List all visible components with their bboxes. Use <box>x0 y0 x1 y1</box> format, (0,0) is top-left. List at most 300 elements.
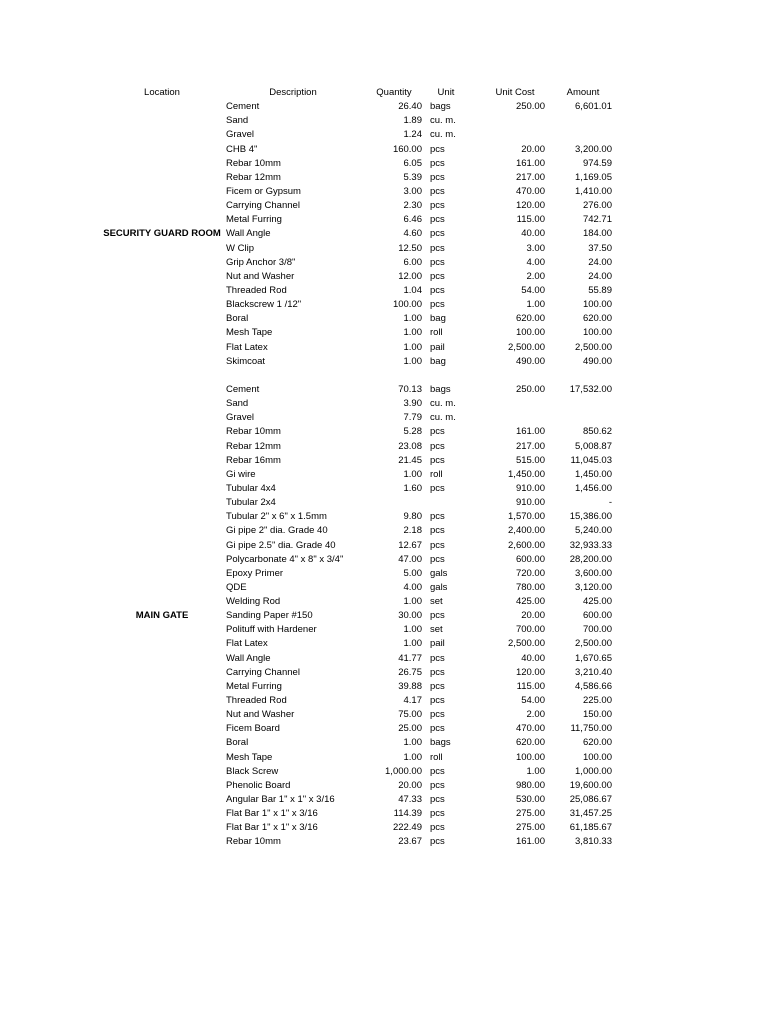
cell-quantity: 6.05 <box>403 157 422 169</box>
cell-amount: 100.00 <box>582 751 612 763</box>
cell-description: Nut and Washer <box>226 709 295 721</box>
cell-amount: 490.00 <box>582 355 612 367</box>
cell-amount: 100.00 <box>582 327 612 339</box>
cell-unit: cu. m. <box>430 398 456 410</box>
cell-amount: 3,200.00 <box>575 143 612 155</box>
cell-unit-cost: 470.00 <box>515 723 545 735</box>
cell-description: Mesh Tape <box>226 327 273 339</box>
cell-unit: pcs <box>430 284 445 296</box>
cell-amount: 850.62 <box>582 426 612 438</box>
cell-amount: 425.00 <box>582 596 612 608</box>
cell-unit: bags <box>430 737 451 749</box>
cell-unit-cost: 250.00 <box>515 383 545 395</box>
cell-amount: 276.00 <box>582 200 612 212</box>
cell-quantity: 1.00 <box>403 341 422 353</box>
cell-description: W Clip <box>226 242 254 254</box>
table-row <box>0 581 768 595</box>
cell-description: Sanding Paper #150 <box>226 610 313 622</box>
cell-unit-cost: 910.00 <box>515 482 545 494</box>
table-row <box>0 708 768 722</box>
cell-description: Carrying Channel <box>226 200 300 212</box>
cell-amount: 2,500.00 <box>575 341 612 353</box>
cell-quantity: 1.00 <box>403 355 422 367</box>
cell-unit-cost: 54.00 <box>521 695 545 707</box>
table-row <box>0 454 768 468</box>
cell-quantity: 1.00 <box>403 313 422 325</box>
cell-unit-cost: 780.00 <box>515 581 545 593</box>
section-block <box>0 383 768 850</box>
cell-amount: 28,200.00 <box>569 553 612 565</box>
table-row <box>0 425 768 439</box>
cell-unit-cost: 700.00 <box>515 624 545 636</box>
cell-quantity: 12.67 <box>398 539 422 551</box>
table-row <box>0 694 768 708</box>
cell-unit: pcs <box>430 794 445 806</box>
cell-amount: 2,500.00 <box>575 638 612 650</box>
cell-unit-cost: 620.00 <box>515 737 545 749</box>
cell-description: Rebar 10mm <box>226 836 281 848</box>
table-row <box>0 411 768 425</box>
cell-amount: 15,386.00 <box>569 511 612 523</box>
cell-unit: pcs <box>430 610 445 622</box>
table-row <box>0 524 768 538</box>
cell-unit: pcs <box>430 454 445 466</box>
cell-amount: 1,410.00 <box>575 185 612 197</box>
cell-description: Tubular 2x4 <box>226 497 276 509</box>
cell-amount: 24.00 <box>588 256 612 268</box>
cell-amount: 3,120.00 <box>575 581 612 593</box>
cell-amount: 24.00 <box>588 270 612 282</box>
cell-unit-cost: 20.00 <box>521 143 545 155</box>
cell-description: Black Screw <box>226 765 279 777</box>
cell-unit: pcs <box>430 695 445 707</box>
cell-amount: 17,532.00 <box>569 383 612 395</box>
cell-description: Wall Angle <box>226 228 271 240</box>
cell-unit-cost: 600.00 <box>515 553 545 565</box>
table-row <box>0 567 768 581</box>
cell-unit: cu. m. <box>430 129 456 141</box>
table-row <box>0 440 768 454</box>
cell-amount: 1,000.00 <box>575 765 612 777</box>
cell-quantity: 1.04 <box>403 284 422 296</box>
cell-quantity: 7.79 <box>403 412 422 424</box>
cell-unit-cost: 54.00 <box>521 284 545 296</box>
cell-quantity: 5.28 <box>403 426 422 438</box>
table-row <box>0 722 768 736</box>
cell-unit: pcs <box>430 482 445 494</box>
cell-description: Welding Rod <box>226 596 281 608</box>
table-row <box>0 326 768 340</box>
cell-unit: pcs <box>430 836 445 848</box>
cell-description: Metal Furring <box>226 680 282 692</box>
cell-description: Polituff with Hardener <box>226 624 317 636</box>
cell-unit: bags <box>430 101 451 113</box>
cell-unit: pcs <box>430 652 445 664</box>
cell-unit: roll <box>430 751 443 763</box>
cell-description: Wall Angle <box>226 652 271 664</box>
cell-amount: 225.00 <box>582 695 612 707</box>
table-row <box>0 779 768 793</box>
table-row <box>0 213 768 227</box>
cell-quantity: 4.17 <box>403 695 422 707</box>
header-quantity: Quantity <box>376 87 412 98</box>
cell-quantity: 25.00 <box>398 723 422 735</box>
cell-quantity: 23.67 <box>398 836 422 848</box>
cell-amount: 25,086.67 <box>569 794 612 806</box>
cell-quantity: 6.46 <box>403 214 422 226</box>
cell-quantity: 2.30 <box>403 200 422 212</box>
cell-unit: set <box>430 596 443 608</box>
cell-unit: bag <box>430 313 446 325</box>
cell-description: Phenolic Board <box>226 779 291 791</box>
table-row <box>0 383 768 397</box>
cell-description: Mesh Tape <box>226 751 273 763</box>
cell-amount: 19,600.00 <box>569 779 612 791</box>
cell-description: Tubular 2" x 6" x 1.5mm <box>226 511 327 523</box>
cell-unit-cost: 217.00 <box>515 171 545 183</box>
cell-description: Rebar 10mm <box>226 426 281 438</box>
cell-description: Gravel <box>226 129 254 141</box>
cell-unit-cost: 2,600.00 <box>508 539 545 551</box>
cell-description: Epoxy Primer <box>226 567 284 579</box>
cell-amount: 55.89 <box>588 284 612 296</box>
cell-unit: pcs <box>430 171 445 183</box>
table-row <box>0 298 768 312</box>
cell-amount: 100.00 <box>582 299 612 311</box>
cell-description: Metal Furring <box>226 214 282 226</box>
cell-unit-cost: 100.00 <box>515 751 545 763</box>
cell-unit-cost: 2,400.00 <box>508 525 545 537</box>
table-row <box>0 355 768 369</box>
table-row <box>0 793 768 807</box>
header-row <box>0 86 768 100</box>
cell-quantity: 75.00 <box>398 709 422 721</box>
cell-amount: 620.00 <box>582 313 612 325</box>
cell-amount: 150.00 <box>582 709 612 721</box>
cell-unit-cost: 275.00 <box>515 808 545 820</box>
table-row <box>0 623 768 637</box>
table-row <box>0 185 768 199</box>
cell-quantity: 1.00 <box>403 624 422 636</box>
cell-unit: pcs <box>430 185 445 197</box>
cell-amount: 974.59 <box>582 157 612 169</box>
cell-unit-cost: 40.00 <box>521 652 545 664</box>
cell-description: QDE <box>226 581 247 593</box>
cell-description: Gravel <box>226 412 254 424</box>
cell-quantity: 4.60 <box>403 228 422 240</box>
cell-unit-cost: 620.00 <box>515 313 545 325</box>
cell-amount: 4,586.66 <box>575 680 612 692</box>
cell-unit: pcs <box>430 808 445 820</box>
cell-quantity: 6.00 <box>403 256 422 268</box>
table-row <box>0 807 768 821</box>
table-row <box>0 835 768 849</box>
table-row <box>0 242 768 256</box>
cell-description: Rebar 10mm <box>226 157 281 169</box>
cell-unit: set <box>430 624 443 636</box>
cell-description: Nut and Washer <box>226 270 295 282</box>
cell-description: Cement <box>226 383 260 395</box>
cell-amount: 620.00 <box>582 737 612 749</box>
cell-amount: 3,810.33 <box>575 836 612 848</box>
table-row <box>0 341 768 355</box>
cell-unit: pcs <box>430 143 445 155</box>
cell-quantity: 3.00 <box>403 185 422 197</box>
cell-amount: 1,456.00 <box>575 482 612 494</box>
cell-description: Boral <box>226 313 249 325</box>
table-row <box>0 284 768 298</box>
cell-quantity: 3.90 <box>403 398 422 410</box>
cell-unit: pcs <box>430 200 445 212</box>
cell-description: Flat Latex <box>226 341 268 353</box>
table-row <box>0 128 768 142</box>
cell-unit-cost: 2,500.00 <box>508 638 545 650</box>
cell-unit-cost: 250.00 <box>515 101 545 113</box>
table-row <box>0 666 768 680</box>
cell-quantity: 114.39 <box>393 808 422 820</box>
cell-amount: 3,600.00 <box>575 567 612 579</box>
cell-description: Flat Bar 1" x 1" x 3/16 <box>226 808 318 820</box>
cell-unit: pcs <box>430 553 445 565</box>
cell-unit: pcs <box>430 256 445 268</box>
cell-unit-cost: 490.00 <box>515 355 545 367</box>
table-row <box>0 256 768 270</box>
cell-description: Tubular 4x4 <box>226 482 276 494</box>
cell-unit-cost: 720.00 <box>515 567 545 579</box>
table-row <box>0 114 768 128</box>
cell-quantity: 1.00 <box>403 638 422 650</box>
table-row <box>0 553 768 567</box>
cell-unit: pail <box>430 341 445 353</box>
table-row <box>0 143 768 157</box>
table-row <box>0 312 768 326</box>
cell-description: Grip Anchor 3/8" <box>226 256 296 268</box>
cell-description: Boral <box>226 737 249 749</box>
cell-unit: pcs <box>430 539 445 551</box>
cell-amount: 32,933.33 <box>569 539 612 551</box>
cell-amount: 1,670.65 <box>575 652 612 664</box>
cell-unit-cost: 470.00 <box>515 185 545 197</box>
table-row <box>0 765 768 779</box>
cell-unit: gals <box>430 567 448 579</box>
cell-unit: pcs <box>430 270 445 282</box>
cell-quantity: 30.00 <box>398 610 422 622</box>
cell-description: Ficem Board <box>226 723 280 735</box>
cell-unit-cost: 2.00 <box>526 270 545 282</box>
cell-quantity: 47.33 <box>398 794 422 806</box>
cell-amount: 5,240.00 <box>575 525 612 537</box>
cell-description: Rebar 16mm <box>226 454 281 466</box>
cell-description: Polycarbonate 4" x 8" x 3/4" <box>226 553 344 565</box>
cell-unit-cost: 530.00 <box>515 794 545 806</box>
cell-amount: 11,750.00 <box>570 723 612 735</box>
cell-quantity: 26.75 <box>398 666 422 678</box>
cell-quantity: 1.89 <box>403 115 422 127</box>
cell-quantity: 23.08 <box>398 440 422 452</box>
cell-unit-cost: 120.00 <box>515 666 545 678</box>
cell-quantity: 1.24 <box>403 129 422 141</box>
cell-unit-cost: 910.00 <box>515 497 545 509</box>
cell-unit-cost: 161.00 <box>515 836 545 848</box>
cell-quantity: 100.00 <box>392 299 422 311</box>
table-row <box>0 751 768 765</box>
cell-unit: pcs <box>430 426 445 438</box>
cell-amount: 700.00 <box>582 624 612 636</box>
cell-unit-cost: 100.00 <box>515 327 545 339</box>
cell-description: Gi pipe 2.5" dia. Grade 40 <box>226 539 336 551</box>
cell-unit: cu. m. <box>430 412 456 424</box>
cell-unit-cost: 115.00 <box>516 214 545 226</box>
cell-quantity: 1,000.00 <box>385 765 422 777</box>
cell-description: Carrying Channel <box>226 666 300 678</box>
header-description: Description <box>269 87 317 98</box>
table-row <box>0 397 768 411</box>
cell-unit: pcs <box>430 242 445 254</box>
cell-amount: 600.00 <box>582 610 612 622</box>
section-block <box>0 100 768 369</box>
cell-description: Threaded Rod <box>226 284 287 296</box>
cell-quantity: 1.00 <box>403 327 422 339</box>
table-row <box>0 199 768 213</box>
cell-description: Rebar 12mm <box>226 171 281 183</box>
cell-amount: 742.71 <box>582 214 612 226</box>
cell-description: Gi wire <box>226 468 256 480</box>
cell-unit-cost: 1.00 <box>526 299 545 311</box>
cell-description: Cement <box>226 101 260 113</box>
cell-unit-cost: 217.00 <box>515 440 545 452</box>
cell-unit: pcs <box>430 440 445 452</box>
header-amount: Amount <box>566 87 600 98</box>
cell-unit: pcs <box>430 228 445 240</box>
cell-unit-cost: 1,570.00 <box>508 511 545 523</box>
cell-amount: - <box>608 497 612 509</box>
cell-unit: pcs <box>430 709 445 721</box>
sections-container <box>0 100 768 849</box>
cell-unit: pcs <box>430 822 445 834</box>
cell-unit-cost: 425.00 <box>515 596 545 608</box>
location-label: MAIN GATE <box>135 610 189 622</box>
cell-amount: 3,210.40 <box>575 666 612 678</box>
table-row <box>0 270 768 284</box>
header-unit: Unit <box>437 87 455 98</box>
cell-unit: pcs <box>430 214 445 226</box>
cell-quantity: 5.00 <box>403 567 422 579</box>
cell-quantity: 12.50 <box>398 242 422 254</box>
cell-amount: 1,450.00 <box>575 468 612 480</box>
table-row <box>0 468 768 482</box>
cell-unit-cost: 161.00 <box>515 157 545 169</box>
table-row <box>0 171 768 185</box>
cell-unit: pcs <box>430 666 445 678</box>
cell-quantity: 5.39 <box>403 171 422 183</box>
cell-quantity: 21.45 <box>398 454 422 466</box>
cell-amount: 61,185.67 <box>569 822 612 834</box>
cell-amount: 6,601.01 <box>575 101 612 113</box>
cell-quantity: 39.88 <box>398 680 422 692</box>
table-row <box>0 157 768 171</box>
cell-quantity: 160.00 <box>392 143 422 155</box>
cell-unit-cost: 275.00 <box>515 822 545 834</box>
cell-unit: pcs <box>430 680 445 692</box>
cell-quantity: 222.49 <box>392 822 422 834</box>
cell-unit-cost: 980.00 <box>515 779 545 791</box>
cell-unit: roll <box>430 327 443 339</box>
cell-unit-cost: 2,500.00 <box>508 341 545 353</box>
cell-unit-cost: 1.00 <box>526 765 545 777</box>
table-row <box>0 595 768 609</box>
cell-quantity: 12.00 <box>398 270 422 282</box>
header-unit-cost: Unit Cost <box>495 87 535 98</box>
cell-unit: cu. m. <box>430 115 456 127</box>
cell-unit-cost: 120.00 <box>515 200 545 212</box>
cell-quantity: 70.13 <box>398 383 422 395</box>
cell-unit: roll <box>430 468 443 480</box>
location-label: SECURITY GUARD ROOM <box>103 228 221 240</box>
cell-unit: pcs <box>430 525 445 537</box>
cell-description: Sand <box>226 398 249 410</box>
cell-amount: 31,457.25 <box>569 808 612 820</box>
table-row <box>0 496 768 510</box>
cell-quantity: 47.00 <box>398 553 422 565</box>
estimate-sheet <box>0 86 768 850</box>
cell-description: Blackscrew 1 /12" <box>226 299 302 311</box>
cell-quantity: 41.77 <box>398 652 422 664</box>
cell-quantity: 26.40 <box>398 101 422 113</box>
table-row <box>0 637 768 651</box>
cell-unit: pcs <box>430 299 445 311</box>
cell-description: Ficem or Gypsum <box>226 185 301 197</box>
cell-unit: pail <box>430 638 445 650</box>
cell-unit: pcs <box>430 511 445 523</box>
cell-quantity: 1.00 <box>403 751 422 763</box>
cell-quantity: 1.00 <box>403 596 422 608</box>
section-gap <box>0 369 768 383</box>
table-row <box>0 482 768 496</box>
cell-description: Flat Bar 1" x 1" x 3/16 <box>226 822 318 834</box>
cell-unit-cost: 515.00 <box>515 454 545 466</box>
table-row <box>0 736 768 750</box>
cell-description: CHB 4" <box>226 143 258 155</box>
cell-unit-cost: 3.00 <box>526 242 545 254</box>
cell-unit: bags <box>430 383 451 395</box>
cell-amount: 37.50 <box>588 242 612 254</box>
table-row <box>0 680 768 694</box>
table-row <box>0 100 768 114</box>
table-row <box>0 539 768 553</box>
cell-amount: 11,045.03 <box>570 454 612 466</box>
table-row <box>0 510 768 524</box>
header-location: Location <box>144 87 180 98</box>
cell-quantity: 4.00 <box>403 581 422 593</box>
cell-description: Skimcoat <box>226 355 266 367</box>
cell-quantity: 2.18 <box>403 525 422 537</box>
cell-unit-cost: 4.00 <box>526 256 545 268</box>
cell-unit-cost: 161.00 <box>515 426 545 438</box>
cell-unit: pcs <box>430 157 445 169</box>
cell-quantity: 1.60 <box>403 482 422 494</box>
cell-unit-cost: 1,450.00 <box>508 468 545 480</box>
cell-unit: gals <box>430 581 448 593</box>
cell-unit-cost: 115.00 <box>516 680 545 692</box>
cell-quantity: 20.00 <box>398 779 422 791</box>
cell-amount: 184.00 <box>582 228 612 240</box>
cell-description: Sand <box>226 115 249 127</box>
cell-description: Rebar 12mm <box>226 440 281 452</box>
cell-unit: pcs <box>430 723 445 735</box>
cell-unit-cost: 20.00 <box>521 610 545 622</box>
cell-unit: pcs <box>430 779 445 791</box>
cell-description: Gi pipe 2" dia. Grade 40 <box>226 525 328 537</box>
